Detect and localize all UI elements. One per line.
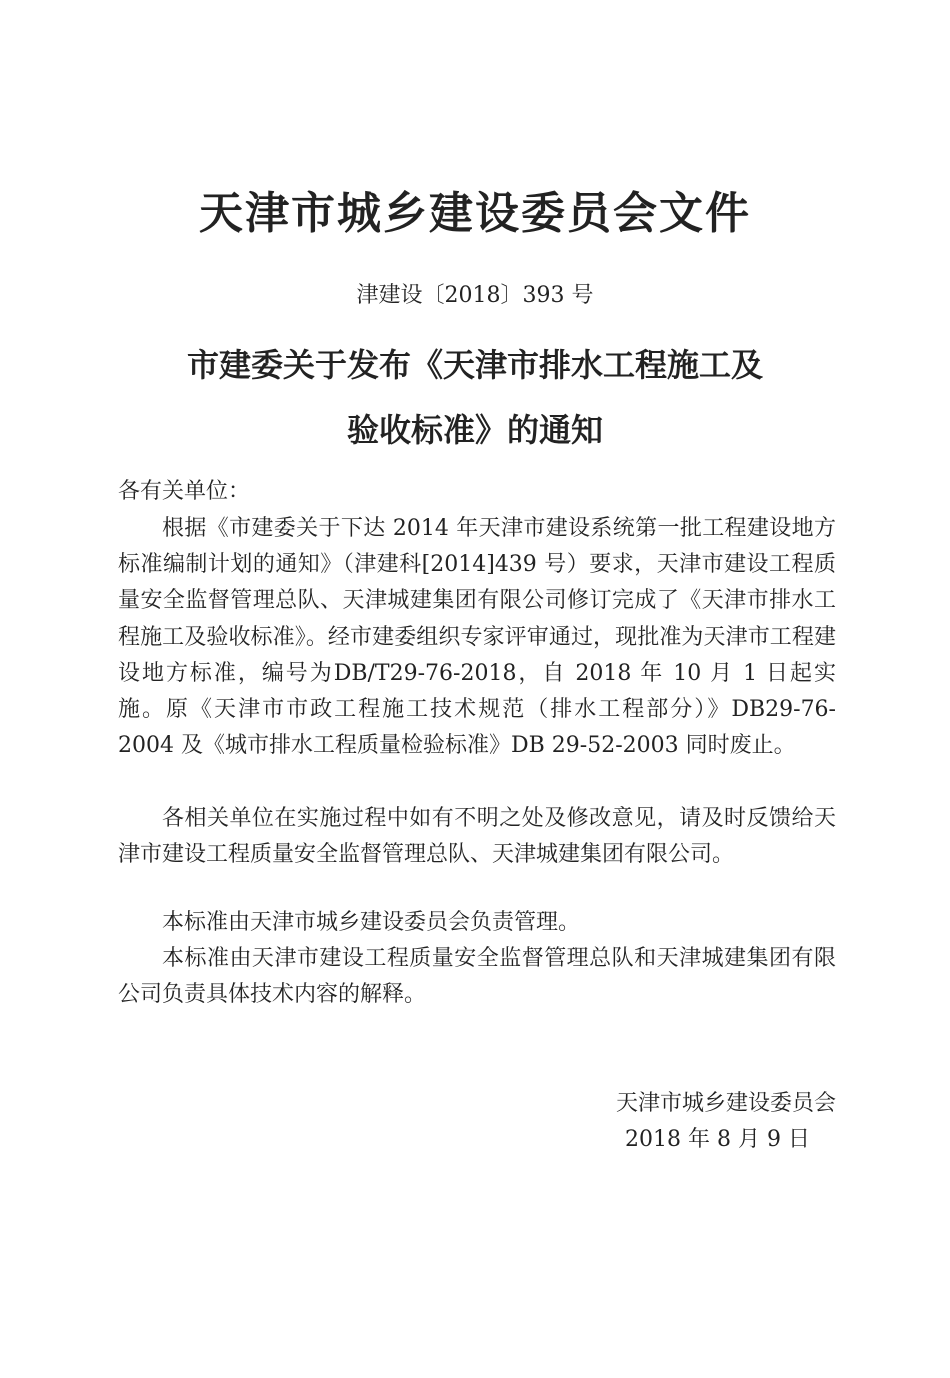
notice-title-line-1: 市建委关于发布《天津市排水工程施工及 <box>186 346 763 384</box>
body-paragraph-4: 本标准由天津市建设工程质量安全监督管理总队和天津城建集团有限公司负责具体技术内容的解释。 <box>118 946 836 1008</box>
body-paragraph-3: 本标准由天津市城乡建设委员会负责管理。 <box>162 910 581 935</box>
issuer-header: 天津市城乡建设委员会文件 <box>199 188 751 239</box>
body-paragraph-1: 根据《市建委关于下达 2014 年天津市建设系统第一批工程建设地方标准编制计划的通知》（津建科[2014]439 号）要求，天津市建设工程质量安全监督管理总队、天津城建集团有限公司修订完成了《天津市排水工程施工及验收标准》。经市建委组织专家评审通过，现批准为天津市工程建设地方标准，编号为DB/T29-76-2018，自 2018 年 10 月 1 日起实施。原《天津市市政工程施工技术规范（排水工程部分）》DB29-76-2004 及《城市排水工程质量检验标准》DB 29-52-2003 同时废止。 <box>118 516 836 759</box>
body-paragraph-2: 各相关单位在实施过程中如有不明之处及修改意见，请及时反馈给天津市建设工程质量安全监督管理总队、天津城建集团有限公司。 <box>118 806 836 868</box>
salutation: 各有关单位： <box>118 479 251 504</box>
signature-date: 2018 年 8 月 9 日 <box>625 1127 810 1152</box>
notice-title-line-2: 验收标准》的通知 <box>346 411 603 449</box>
document-number: 津建设〔2018〕393 号 <box>356 283 594 308</box>
signature-organization: 天津市城乡建设委员会 <box>615 1091 836 1116</box>
